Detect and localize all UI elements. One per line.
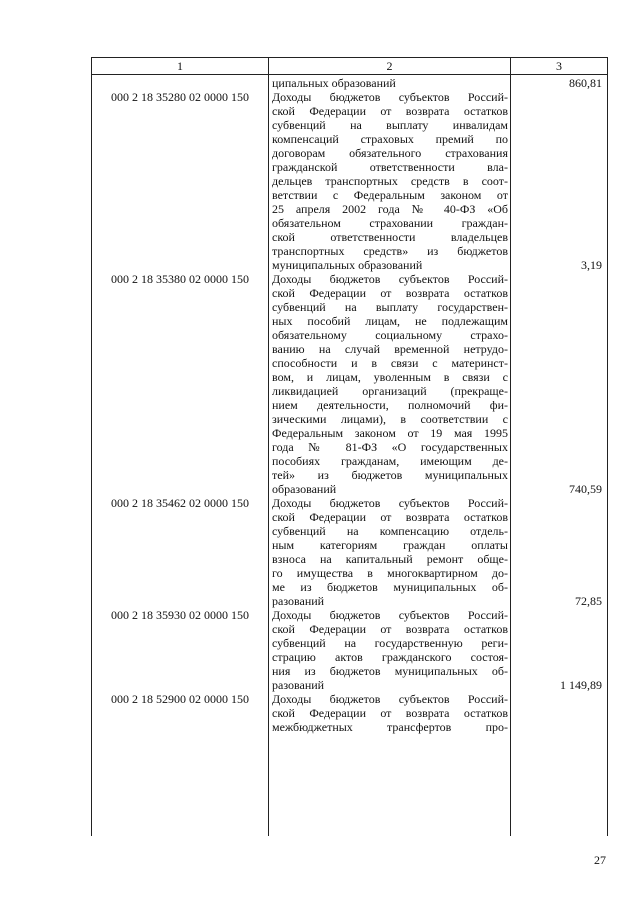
row-code: 000 2 18 35930 02 0000 150 <box>111 608 249 622</box>
row-value: 3,19 <box>581 258 602 272</box>
row-text-line: договорам обязательного страхования <box>272 146 508 160</box>
row-text-line: ния из бюджетов муниципальных об- <box>272 664 508 678</box>
row-text-line: Доходы бюджетов субъектов Россий- <box>272 496 508 510</box>
row-text-line: го имущества в многоквартирном до- <box>272 566 508 580</box>
row-text-line: ской Федерации от возврата остатков <box>272 104 508 118</box>
row-text-line: 25 апреля 2002 года № 40-ФЗ «Об <box>272 202 508 216</box>
row-text-line: нием деятельности, полномочий фи- <box>272 398 508 412</box>
budget-table <box>91 57 608 836</box>
row-text-line: разований <box>272 678 325 692</box>
row-text-line: компенсаций страховых премий по <box>272 132 508 146</box>
continuation-text: ципальных образований <box>272 76 396 90</box>
row-text-line: субвенций на компенсацию отдель- <box>272 524 508 538</box>
row-text-line: ным категориям граждан оплаты <box>272 538 508 552</box>
row-text-line: субвенций на государственную реги- <box>272 636 508 650</box>
row-text-line: Доходы бюджетов субъектов Россий- <box>272 608 508 622</box>
row-text-line: ванию на случай временной нетрудо- <box>272 342 508 356</box>
row-text-line: межбюджетных трансфертов про- <box>272 720 508 734</box>
row-text-line: разований <box>272 594 325 608</box>
row-value: 740,59 <box>569 482 602 496</box>
row-text-line: образований <box>272 482 337 496</box>
row-text-line: зическими лицами), в соответствии с <box>272 412 508 426</box>
row-text-line: Доходы бюджетов субъектов Россий- <box>272 272 508 286</box>
header-divider <box>92 74 607 75</box>
row-text-line: субвенций на выплату инвалидам <box>272 118 508 132</box>
column-divider-2 <box>510 58 511 836</box>
row-text-line: дельцев транспортных средств в соот- <box>272 174 508 188</box>
row-text-line: Доходы бюджетов субъектов Россий- <box>272 692 508 706</box>
row-text-line: ных пособий лицам, не подлежащим <box>272 314 508 328</box>
row-text-line: ской ответственности владельцев <box>272 230 508 244</box>
row-code: 000 2 18 35462 02 0000 150 <box>111 496 249 510</box>
row-text-line: обязательному социальному страхо- <box>272 328 508 342</box>
row-text-line: ской Федерации от возврата остатков <box>272 286 508 300</box>
row-text-line: ветствии с Федеральным законом от <box>272 188 508 202</box>
row-text-line: тей» из бюджетов муниципальных <box>272 468 508 482</box>
row-text-line: ской Федерации от возврата остатков <box>272 706 508 720</box>
row-code: 000 2 18 35380 02 0000 150 <box>111 272 249 286</box>
row-text-line: гражданской ответственности вла- <box>272 160 508 174</box>
row-text-line: пособиях гражданам, имеющим де- <box>272 454 508 468</box>
row-text-line: способности и в связи с материнст- <box>272 356 508 370</box>
row-value: 72,85 <box>575 594 602 608</box>
header-col-1: 1 <box>177 59 183 73</box>
row-text-line: ме из бюджетов муниципальных об- <box>272 580 508 594</box>
header-col-2: 2 <box>386 59 393 73</box>
row-text-line: ской Федерации от возврата остатков <box>272 622 508 636</box>
row-text-line: Доходы бюджетов субъектов Россий- <box>272 90 508 104</box>
page-number: 27 <box>594 853 606 867</box>
row-code: 000 2 18 35280 02 0000 150 <box>111 90 249 104</box>
row-code: 000 2 18 52900 02 0000 150 <box>111 692 249 706</box>
row-text-line: страцию актов гражданского состоя- <box>272 650 508 664</box>
continuation-value: 860,81 <box>569 76 602 90</box>
row-text-line: транспортных средств» из бюджетов <box>272 244 508 258</box>
column-divider-1 <box>268 58 269 836</box>
row-value: 1 149,89 <box>560 678 602 692</box>
row-text-line: муниципальных образований <box>272 258 423 272</box>
row-text-line: Федеральным законом от 19 мая 1995 <box>272 426 508 440</box>
row-text-line: субвенций на выплату государствен- <box>272 300 508 314</box>
row-text-line: года № 81-ФЗ «О государственных <box>272 440 508 454</box>
row-text-line: взноса на капитальный ремонт обще- <box>272 552 508 566</box>
row-text-line: вом, и лицам, уволенным в связи с <box>272 370 508 384</box>
row-text-line: обязательном страховании граждан- <box>272 216 508 230</box>
row-text-line: ликвидацией организаций (прекраще- <box>272 384 508 398</box>
header-col-3: 3 <box>556 59 562 73</box>
row-text-line: ской Федерации от возврата остатков <box>272 510 508 524</box>
